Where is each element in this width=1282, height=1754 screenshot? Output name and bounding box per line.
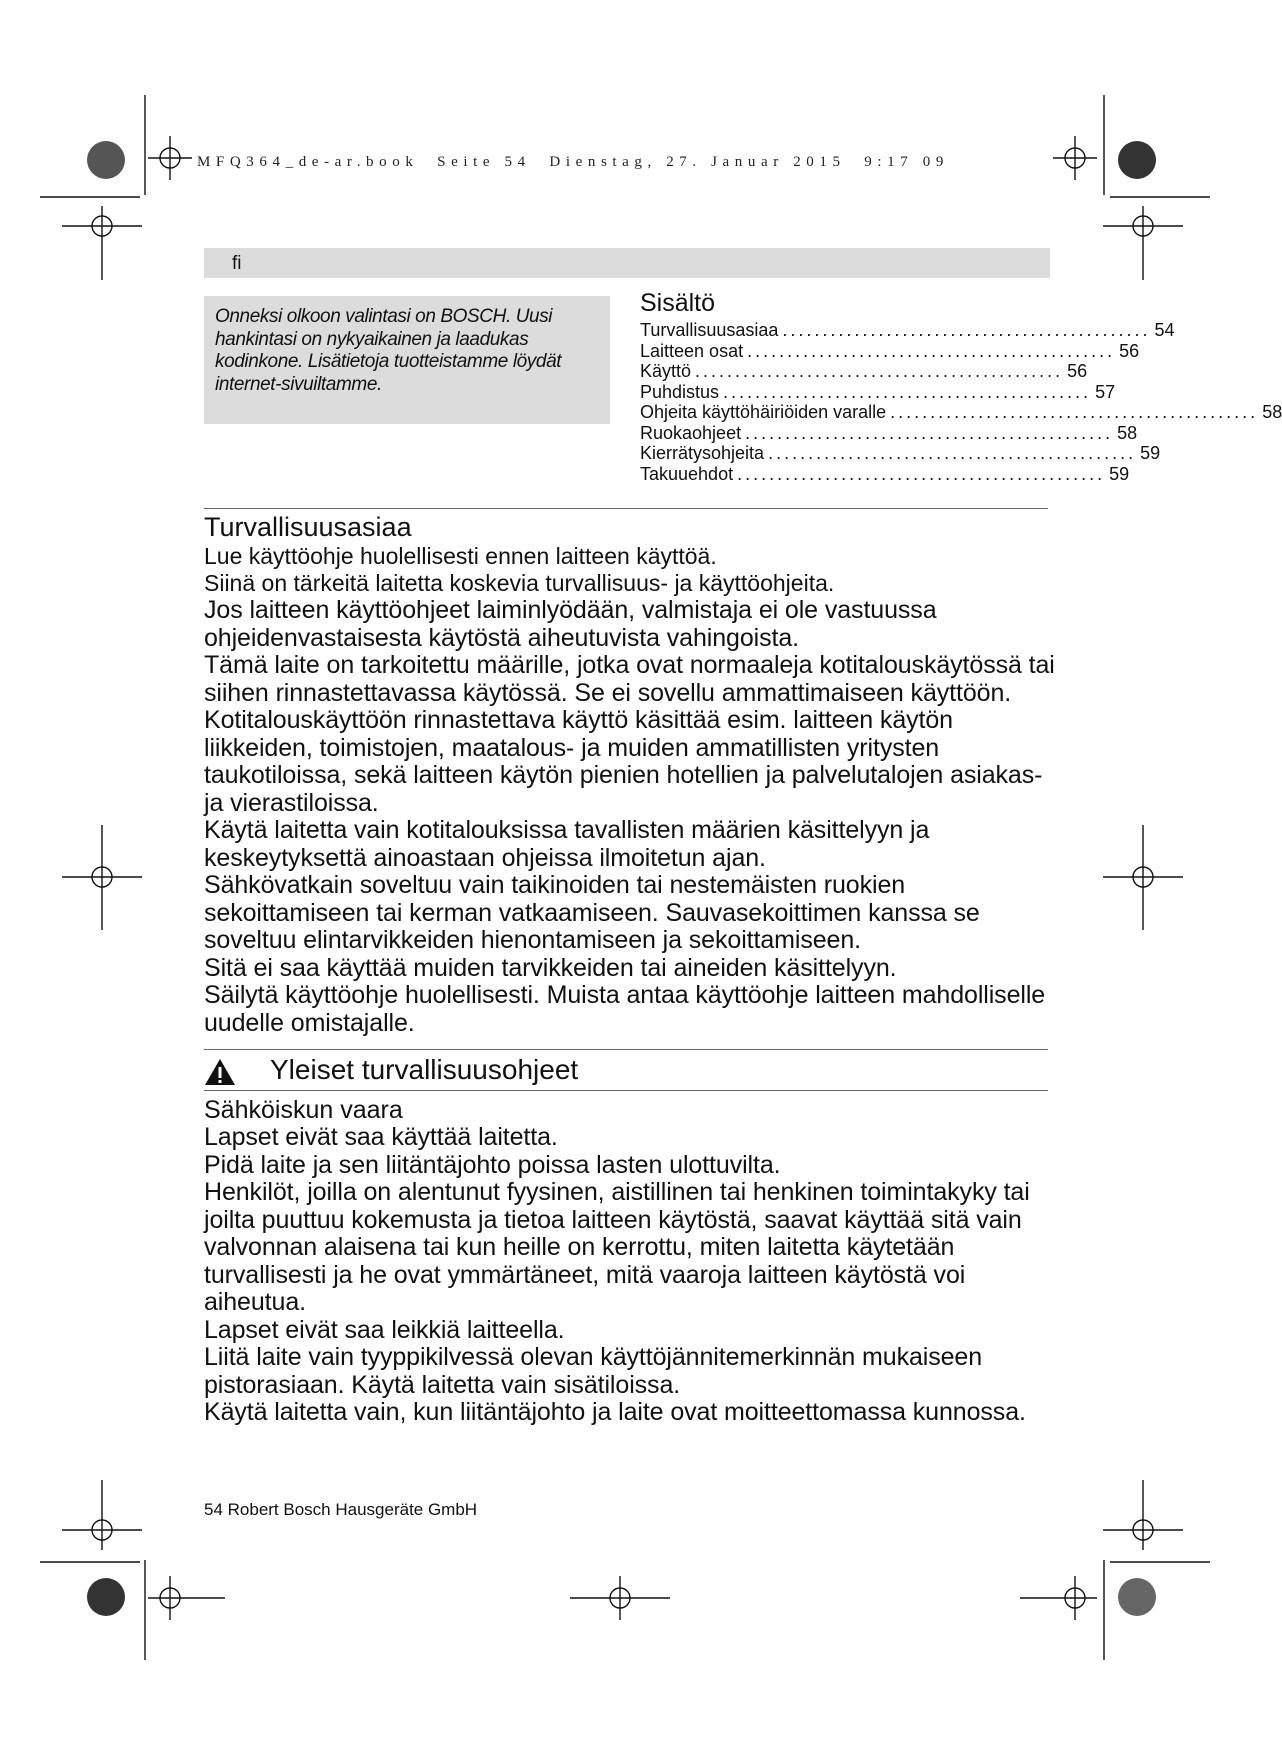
warning-heading [204,1054,1048,1092]
intro-text: Onneksi olkoon valintasi on BOSCH. Uusi hankintasi on nykyaikainen ja laadukas kodinkone. Lisätietoja tuotteistamme löydät internet-sivuiltamme. [215,306,562,395]
print-header: MFQ364_de-ar.book Seite 54 Dienstag, 27. Januar 2015 9:17 09 [197,154,949,170]
warning-triangle-icon [204,1058,236,1086]
toc-title: Sisältö [640,289,716,317]
toc-item[interactable]: Puhdistus .............................................. 57 [640,381,1116,402]
section-title: Turvallisuusasiaa [204,512,412,542]
paragraph: Sitä ei saa käyttää muiden tarvikkeiden tai aineiden käsittelyyn. [204,953,897,982]
toc-item[interactable]: Kierrätysohjeita .............................................. 59 [640,443,1161,463]
page-footer: 54 Robert Bosch Hausgeräte GmbH [204,1500,478,1519]
general-safety-section [204,1096,1064,1427]
toc-item[interactable]: Käyttö .............................................. 56 [640,361,1088,381]
toc-item[interactable]: Ohjeita käyttöhäiriöiden varalle .............................................. 58 [640,402,1282,422]
paragraph: Jos laitteen käyttöohjeet laiminlyödään, valmistaja ei ole vastuussa ohjeidenvastaisesta käytöstä aiheutuvista vahingoista. [204,596,937,652]
paragraph: Sähkövatkain soveltuu vain taikinoiden tai nestemäisten ruokien sekoittamiseen tai kerman vatkaamiseen. Sauvasekoittimen kanssa se soveltuu elintarvikkeiden hienontamiseen ja sekoittamiseen. [204,871,980,954]
toc-item[interactable]: Ruokaohjeet .............................................. 58 [640,422,1138,443]
table-of-contents [640,289,1282,484]
toc-item[interactable]: Takuuehdot .............................................. 59 [640,463,1130,484]
section-subtitle: Lue käyttöohje huolellisesti ennen laitteen käyttöä. [204,543,717,569]
hazard-subtitle: Sähköiskun vaara [204,1096,403,1124]
toc-item[interactable]: Turvallisuusasiaa .............................................. 54 [640,320,1175,340]
divider [204,508,1048,509]
warning-title: Yleiset turvallisuusohjeet [270,1054,579,1085]
paragraph: Pidä laite ja sen liitäntäjohto poissa lasten ulottuvilta. [204,1150,781,1179]
paragraph: Tämä laite on tarkoitettu määrille, jotka ovat normaaleja kotitalouskäytössä tai siihen rinnastettavassa käytössä. Se ei sovellu ammattimaiseen käyttöön. Kotitalouskäyttöön rinnastettava käyttö käsittää esim. laitteen käytön liikkeiden, toimistojen, maatalous- ja muiden ammatillisten yritysten taukotiloissa, sekä laitteen käytön pienien hotellien ja palvelutalojen asiakas- ja vierastiloissa. [204,651,1055,817]
paragraph: Säilytä käyttöohje huolellisesti. Muista antaa käyttöohje laitteen mahdolliselle uudelle omistajalle. [204,981,1046,1037]
language-bar [204,248,1050,278]
safety-section [204,512,1064,1037]
toc-item[interactable]: Laitteen osat .............................................. 56 [640,340,1140,361]
paragraph: Käytä laitetta vain, kun liitäntäjohto ja laite ovat moitteettomassa kunnossa. [204,1398,1026,1426]
intro-box [204,296,610,424]
paragraph: Henkilöt, joilla on alentunut fyysinen, aistillinen tai henkinen toimintakyky tai joilta puuttuu kokemusta ja tietoa laitteen käytöstä, saavat käyttää sitä vain valvonnan alaisena tai kun heille on kerrottu, miten laitetta käytetään turvallisesti ja he ovat ymmärtäneet, mitä vaaroja laitteen käytöstä voi aiheutua. [204,1178,1030,1316]
divider [204,1090,1048,1091]
paragraph: Lapset eivät saa käyttää laitetta. [204,1123,558,1151]
paragraph: Käytä laitetta vain kotitalouksissa tavallisten määrien käsittelyyn ja keskeytyksettä ainoastaan ohjeissa ilmoitetun ajan. [204,816,930,872]
language-code: fi [232,253,242,274]
divider [204,1049,1048,1050]
paragraph: Lapset eivät saa leikkiä laitteella. [204,1315,565,1344]
paragraph: Liitä laite vain tyyppikilvessä olevan käyttöjännitemerkinnän mukaiseen pistorasiaan. Käytä laitetta vain sisätiloissa. [204,1343,983,1399]
section-subtitle: Siinä on tärkeitä laitetta koskevia turvallisuus- ja käyttöohjeita. [204,570,835,596]
